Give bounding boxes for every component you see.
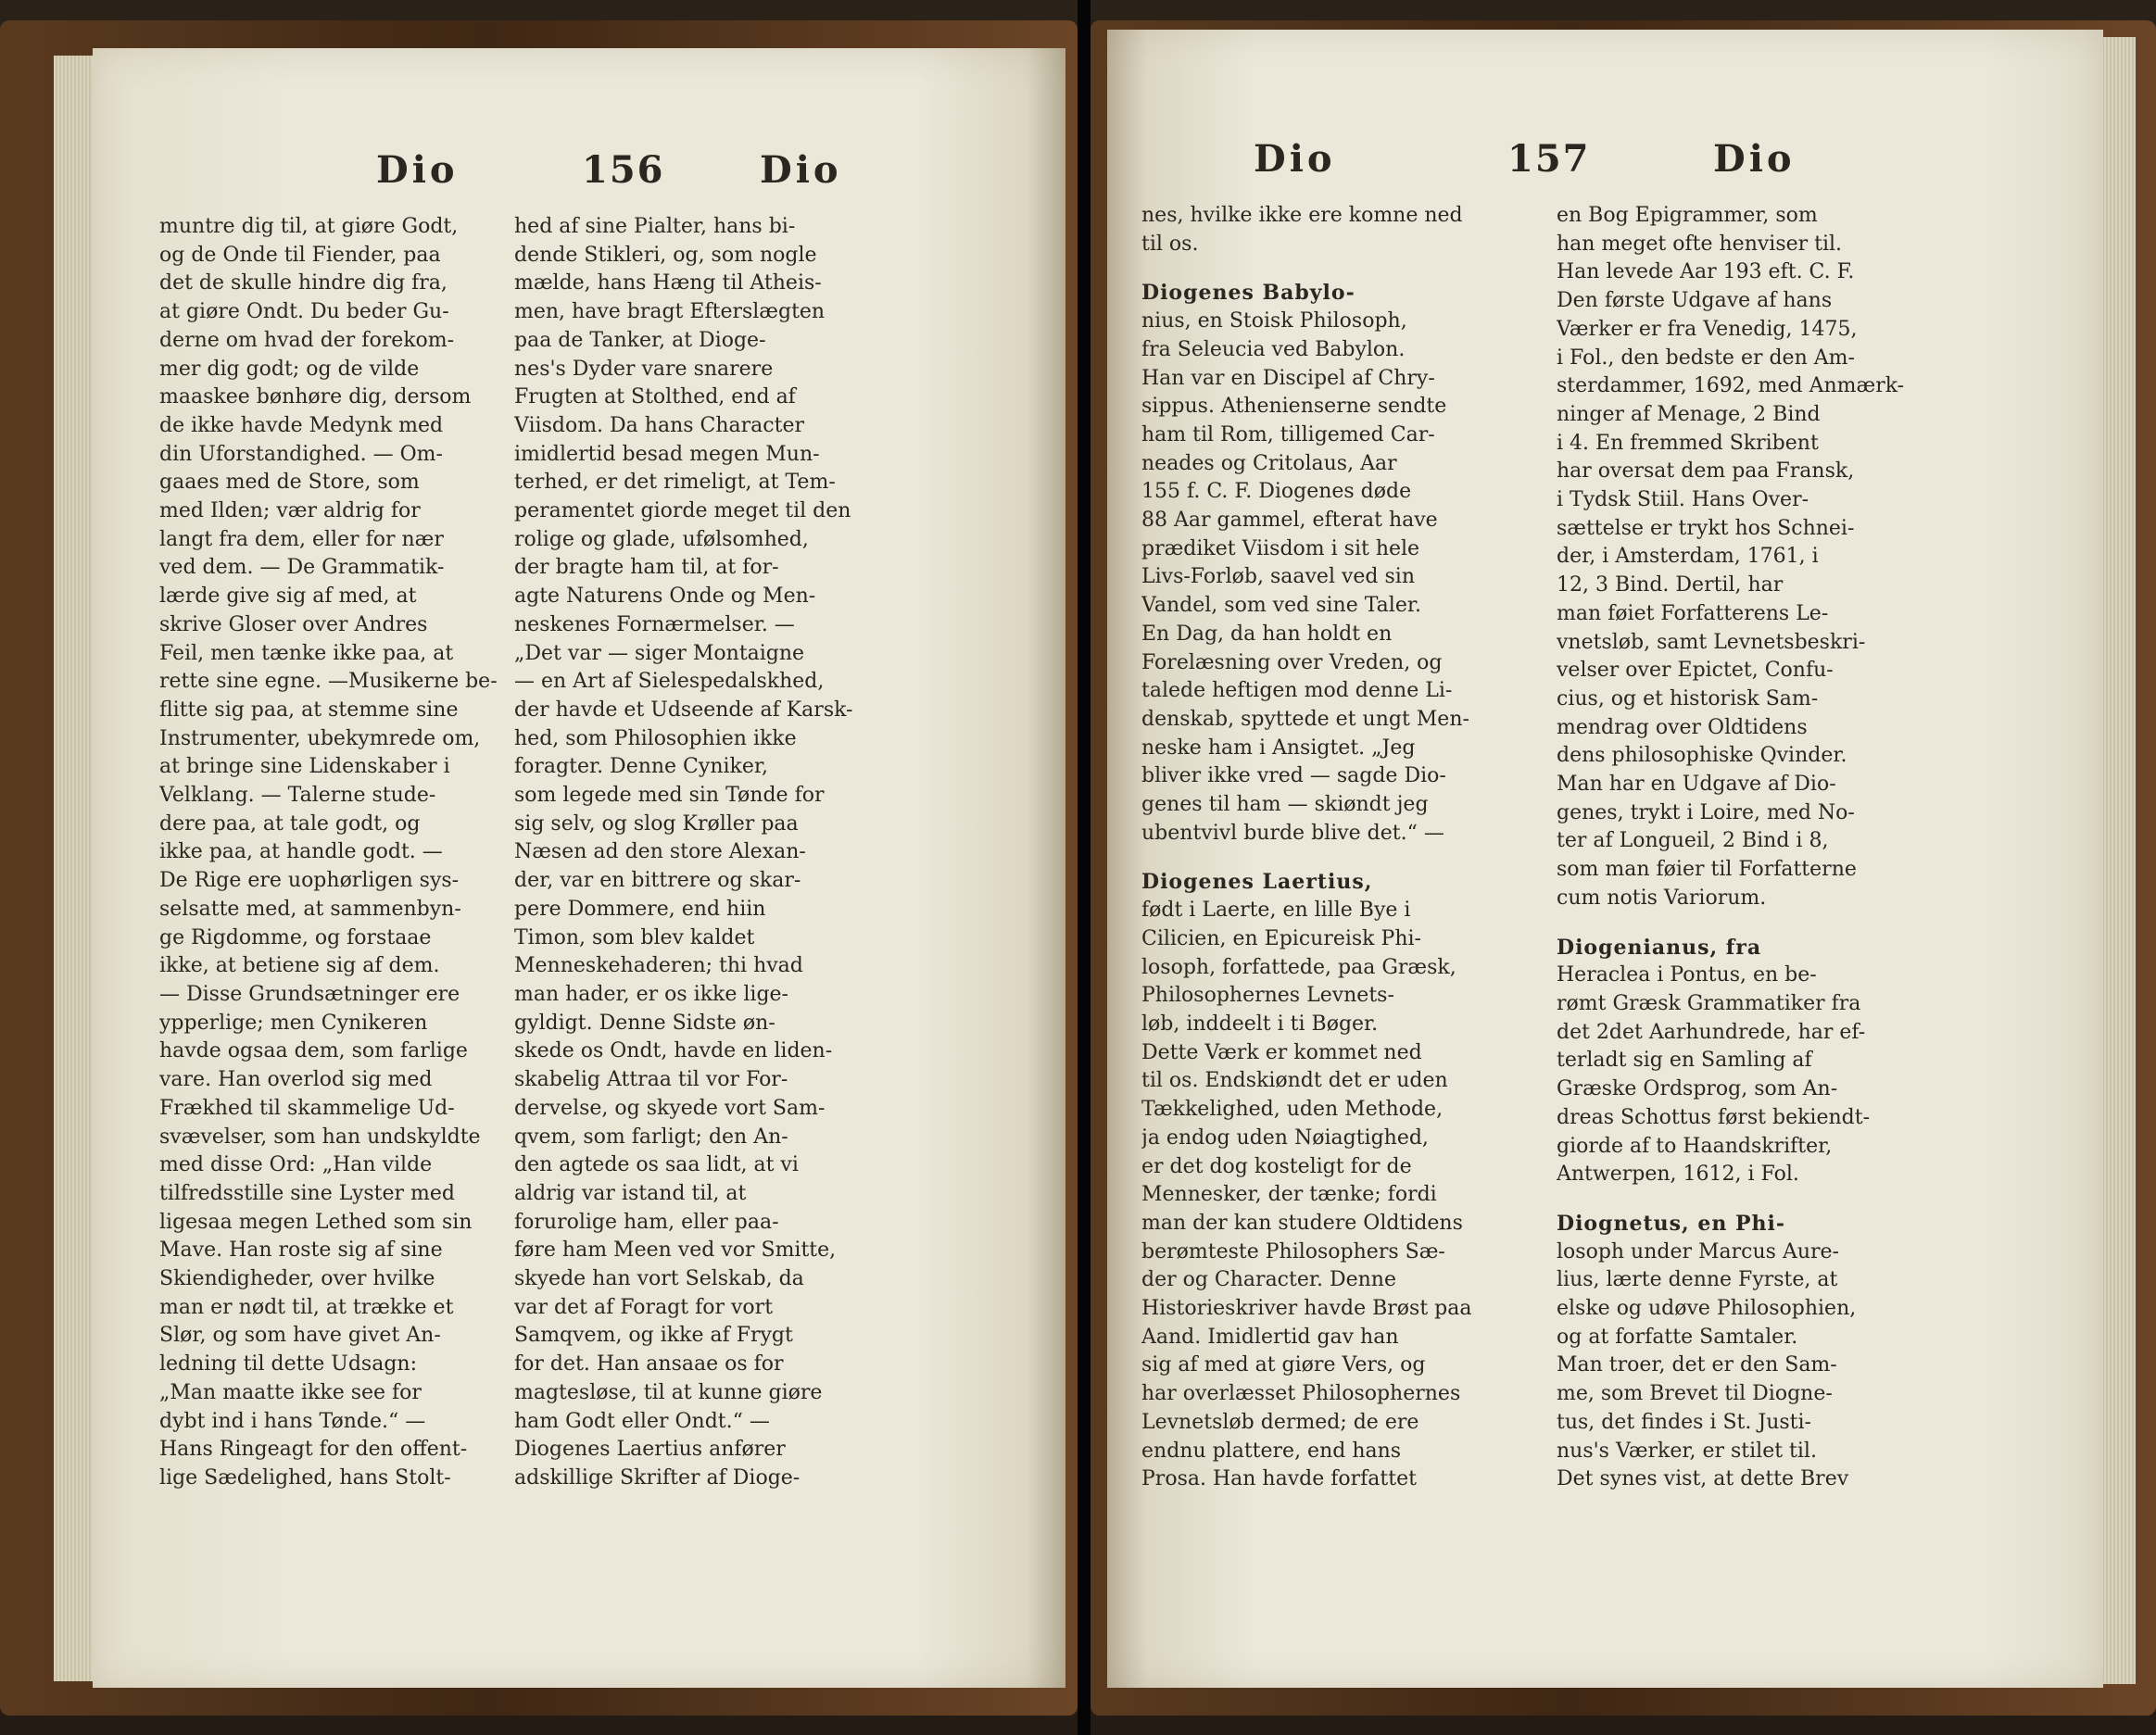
text-line: føre ham Meen ved vor Smitte, xyxy=(514,1238,837,1263)
text-line: 12, 3 Bind. Dertil, har xyxy=(1557,573,1784,597)
text-line: Diogenes Babylo- xyxy=(1141,281,1355,306)
text-line: mendrag over Oldtidens xyxy=(1557,715,1808,739)
text-line: bliver ikke vred — sagde Dio- xyxy=(1141,764,1446,788)
text-line: Levnetsløb dermed; de ere xyxy=(1141,1410,1419,1434)
text-line: talede heftigen mod denne Li- xyxy=(1141,679,1453,703)
text-line: Værker er fra Venedig, 1475, xyxy=(1557,317,1858,341)
right-scan xyxy=(1091,0,2156,1735)
page-157 xyxy=(1107,30,2103,1688)
text-line: Græske Ordsprog, som An- xyxy=(1557,1077,1838,1101)
text-line: neades og Critolaus, Aar xyxy=(1141,451,1397,475)
text-line: nes's Dyder vare snarere xyxy=(514,357,774,381)
text-line: muntre dig til, at giøre Godt, xyxy=(159,215,459,238)
text-line: tilfredsstille sine Lyster med xyxy=(159,1181,455,1205)
text-line: genes til ham — skiøndt jeg xyxy=(1141,793,1429,817)
text-line: — en Art af Sielespedalskhed, xyxy=(514,670,825,694)
text-line: cius, og et historisk Sam- xyxy=(1557,686,1819,710)
text-line: dende Stikleri, og, som nogle xyxy=(514,243,817,267)
text-line: Instrumenter, ubekymrede om, xyxy=(159,726,481,750)
text-line: En Dag, da han holdt en xyxy=(1141,622,1393,646)
text-line: ved dem. — De Grammatik- xyxy=(159,556,445,580)
text-line: mælde, hans Hæng til Atheis- xyxy=(514,271,822,295)
text-line: fra Seleucia ved Babylon. xyxy=(1141,337,1406,361)
text-line: dere paa, at tale godt, og xyxy=(159,811,421,836)
text-line: Han var en Discipel af Chry- xyxy=(1141,366,1435,390)
text-line: rette sine egne. —Musikerne be- xyxy=(159,670,498,694)
text-line: han meget ofte henviser til. xyxy=(1557,232,1843,256)
text-line: Livs-Forløb, saavel ved sin xyxy=(1141,565,1415,589)
text-line: var det af Foragt for vort xyxy=(514,1295,774,1319)
text-line: men, have bragt Efterslægten xyxy=(514,300,826,324)
text-line: prædiket Viisdom i sit hele xyxy=(1141,536,1420,560)
text-line: født i Laerte, en lille Bye i xyxy=(1141,899,1411,923)
text-line: sterdammer, 1692, med Anmærk- xyxy=(1557,374,1905,398)
page-number-left: 156 xyxy=(582,148,665,192)
text-line: gyldigt. Denne Sidste øn- xyxy=(514,1011,775,1035)
text-line: — Disse Grundsætninger ere xyxy=(159,982,460,1006)
text-line: at bringe sine Lidenskaber i xyxy=(159,755,450,779)
text-line: Frækhed til skammelige Ud- xyxy=(159,1096,455,1120)
text-line: ypperlige; men Cynikeren xyxy=(159,1011,428,1035)
text-line: Det synes vist, at dette Brev xyxy=(1557,1467,1849,1491)
text-line: har overlæsset Philosophernes xyxy=(1141,1382,1461,1406)
text-line: ikke paa, at handle godt. — xyxy=(159,840,443,864)
text-line: Næsen ad den store Alexan- xyxy=(514,840,806,864)
page-number-right: 157 xyxy=(1507,137,1591,181)
text-line: Skiendigheder, over hvilke xyxy=(159,1267,435,1291)
text-line: skyede han vort Selskab, da xyxy=(514,1267,804,1291)
text-line: flitte sig paa, at stemme sine xyxy=(159,698,459,722)
text-line: dervelse, og skyede vort Sam- xyxy=(514,1096,826,1120)
text-line: og de Onde til Fiender, paa xyxy=(159,243,441,267)
text-line: dreas Schottus først bekiendt- xyxy=(1557,1105,1871,1129)
text-line: der, i Amsterdam, 1761, i xyxy=(1557,545,1819,569)
text-line: havde ogsaa dem, som farlige xyxy=(159,1039,468,1063)
text-line: som man føier til Forfatterne xyxy=(1557,858,1857,882)
text-line: Den første Udgave af hans xyxy=(1557,289,1833,313)
text-line: svævelser, som han undskyldte xyxy=(159,1125,481,1149)
text-line: rømt Græsk Grammatiker fra xyxy=(1557,991,1861,1015)
text-line: i Tydsk Stiil. Hans Over- xyxy=(1557,488,1809,512)
text-line: gaaes med de Store, som xyxy=(159,471,420,495)
text-line: der, var en bittrere og skar- xyxy=(514,869,801,893)
page-edges-left xyxy=(54,56,95,1681)
text-line: Viisdom. Da hans Character xyxy=(514,413,804,437)
text-line: Heraclea i Pontus, en be- xyxy=(1557,963,1817,987)
text-line: Mave. Han roste sig af sine xyxy=(159,1238,443,1263)
text-line: hed af sine Pialter, hans bi- xyxy=(514,215,796,238)
text-line: ge Rigdomme, og forstaae xyxy=(159,925,432,949)
text-line: langt fra dem, eller for nær xyxy=(159,527,444,551)
text-line: pere Dommere, end hiin xyxy=(514,897,766,921)
text-line: for det. Han ansaae os for xyxy=(514,1352,784,1377)
text-line: Mennesker, der tænke; fordi xyxy=(1141,1183,1437,1207)
text-line: De Rige ere uophørligen sys- xyxy=(159,869,460,893)
text-line: elske og udøve Philosophien, xyxy=(1557,1297,1857,1321)
text-column-2 xyxy=(514,213,857,1493)
text-line: Cilicien, en Epicureisk Phi- xyxy=(1141,926,1421,950)
text-line: nes, hvilke ikke ere komne ned xyxy=(1141,204,1463,227)
text-line: ter af Longueil, 2 Bind i 8, xyxy=(1557,829,1829,853)
text-line: giorde af to Haandskrifter, xyxy=(1557,1134,1833,1158)
text-line: som legede med sin Tønde for xyxy=(514,784,825,808)
text-line: ja endog uden Nøiagtighed, xyxy=(1141,1125,1429,1150)
text-line: mer dig godt; og de vilde xyxy=(159,357,420,381)
text-line: Man troer, det er den Sam- xyxy=(1557,1353,1837,1377)
text-line: din Uforstandighed. — Om- xyxy=(159,442,443,466)
text-line: endnu plattere, end hans xyxy=(1141,1439,1402,1463)
text-line: har oversat dem paa Fransk, xyxy=(1557,459,1855,484)
text-line: Aand. Imidlertid gav han xyxy=(1141,1325,1399,1349)
text-line: der og Character. Denne xyxy=(1141,1268,1396,1292)
text-line: peramentet giorde meget til den xyxy=(514,499,851,523)
text-line: sig af med at giøre Vers, og xyxy=(1141,1353,1426,1377)
text-line: vare. Han overlod sig med xyxy=(159,1068,433,1092)
text-line: man er nødt til, at trække et xyxy=(159,1295,454,1319)
text-line: lærde give sig af med, at xyxy=(159,585,417,609)
text-line: Diogenes Laertius, xyxy=(1141,870,1373,895)
text-line: dybt ind i hans Tønde.“ — xyxy=(159,1409,426,1433)
text-line: skede os Ondt, havde en liden- xyxy=(514,1039,833,1063)
page-156 xyxy=(93,48,1065,1688)
text-line: Forelæsning over Vreden, og xyxy=(1141,650,1443,674)
text-line: Man har en Udgave af Dio- xyxy=(1557,773,1836,797)
text-line: selsatte med, at sammenbyn- xyxy=(159,897,461,921)
text-line: sippus. Athenienserne sendte xyxy=(1141,395,1447,419)
text-line: der bragte ham til, at for- xyxy=(514,556,779,580)
text-line: 155 f. C. F. Diogenes døde xyxy=(1141,480,1412,504)
text-line: velser over Epictet, Confu- xyxy=(1557,659,1834,683)
text-line: ledning til dette Udsagn: xyxy=(159,1352,417,1377)
text-line: terhed, er det rimeligt, at Tem- xyxy=(514,471,836,495)
text-line: foragter. Denne Cyniker, xyxy=(514,755,768,779)
scan-divider xyxy=(1078,0,1091,1735)
text-line: dens philosophiske Qvinder. xyxy=(1557,744,1847,768)
text-line: ubentvivl burde blive det.“ — xyxy=(1141,821,1444,845)
text-line: „Man maatte ikke see for xyxy=(159,1380,422,1404)
text-line: sættelse er trykt hos Schnei- xyxy=(1557,516,1855,540)
text-line: derne om hvad der forekom- xyxy=(159,328,455,352)
text-line: vnetsløb, samt Levnetsbeskri- xyxy=(1557,630,1866,654)
text-line: Timon, som blev kaldet xyxy=(514,925,755,949)
page-edges-right xyxy=(2100,37,2136,1684)
text-line: nus's Værker, er stilet til. xyxy=(1557,1439,1817,1463)
text-line: at giøre Ondt. Du beder Gu- xyxy=(159,300,449,324)
text-line: Han levede Aar 193 eft. C. F. xyxy=(1557,260,1855,284)
running-head-right: Dio xyxy=(760,148,842,192)
text-line: Hans Ringeagt for den offent- xyxy=(159,1438,468,1462)
text-line: ligesaa megen Lethed som sin xyxy=(159,1210,473,1234)
text-column-1 xyxy=(159,213,500,1493)
text-line: denskab, spyttede et ungt Men- xyxy=(1141,707,1469,731)
text-line: man føiet Forfatterens Le- xyxy=(1557,601,1829,625)
text-column-1 xyxy=(1141,202,1505,1494)
text-line: ham Godt eller Ondt.“ — xyxy=(514,1409,770,1433)
text-line: rolige og glade, ufølsomhed, xyxy=(514,527,809,551)
text-line: løb, inddeelt i ti Bøger. xyxy=(1141,1012,1379,1036)
text-line: der havde et Udseende af Karsk- xyxy=(514,698,853,722)
text-line: nius, en Stoisk Philosoph, xyxy=(1141,309,1407,333)
text-line: neskenes Fornærmelser. — xyxy=(514,612,795,636)
text-column-2 xyxy=(1557,202,1918,1494)
text-line: hed, som Philosophien ikke xyxy=(514,726,797,750)
text-line: berømteste Philosophers Sæ- xyxy=(1141,1239,1445,1264)
text-line: man der kan studere Oldtidens xyxy=(1141,1211,1463,1235)
text-line: agte Naturens Onde og Men- xyxy=(514,585,816,609)
text-line: adskillige Skrifter af Dioge- xyxy=(514,1465,801,1490)
text-line: imidlertid besad megen Mun- xyxy=(514,442,820,466)
text-line: skrive Gloser over Andres xyxy=(159,612,428,636)
text-line: losoph, forfattede, paa Græsk, xyxy=(1141,955,1456,979)
text-line: til os. xyxy=(1141,232,1199,256)
text-line: Diogenianus, fra xyxy=(1557,935,1762,960)
text-line: i Fol., den bedste er den Am- xyxy=(1557,346,1855,370)
text-line: sig selv, og slog Krøller paa xyxy=(514,811,799,836)
text-line: me, som Brevet til Diogne- xyxy=(1557,1382,1833,1406)
text-line: Prosa. Han havde forfattet xyxy=(1141,1467,1417,1491)
text-line: det de skulle hindre dig fra, xyxy=(159,271,448,295)
text-line: lige Sædelighed, hans Stolt- xyxy=(159,1465,451,1490)
text-line: skabelig Attraa til vor For- xyxy=(514,1068,788,1092)
text-line: Feil, men tænke ikke paa, at xyxy=(159,641,454,665)
text-line: med disse Ord: „Han vilde xyxy=(159,1153,433,1177)
text-line: 88 Aar gammel, efterat have xyxy=(1141,509,1438,533)
text-line: tus, det findes i St. Justi- xyxy=(1557,1410,1811,1434)
text-line: ninger af Menage, 2 Bind xyxy=(1557,402,1821,426)
text-line: Dette Værk er kommet ned xyxy=(1141,1040,1422,1064)
text-line: neske ham i Ansigtet. „Jeg xyxy=(1141,735,1416,760)
text-line: aldrig var istand til, at xyxy=(514,1181,747,1205)
running-head-left: Dio xyxy=(1254,137,1336,181)
text-line: terladt sig en Samling af xyxy=(1557,1049,1812,1073)
text-line: Menneskehaderen; thi hvad xyxy=(514,954,803,978)
text-line: „Det var — siger Montaigne xyxy=(514,641,805,665)
text-line: er det dog kosteligt for de xyxy=(1141,1154,1412,1178)
text-line: paa de Tanker, at Dioge- xyxy=(514,328,766,352)
text-line: ham til Rom, tilligemed Car- xyxy=(1141,422,1435,446)
text-line: forurolige ham, eller paa- xyxy=(514,1210,779,1234)
text-line: Tækkelighed, uden Methode, xyxy=(1141,1098,1444,1122)
text-line: i 4. En fremmed Skribent xyxy=(1557,431,1819,455)
text-line: Velklang. — Talerne stude- xyxy=(159,784,436,808)
text-line: genes, trykt i Loire, med No- xyxy=(1557,800,1855,824)
text-line: ikke, at betiene sig af dem. xyxy=(159,954,440,978)
text-line: losoph under Marcus Aure- xyxy=(1557,1239,1839,1264)
text-line: og at forfatte Samtaler. xyxy=(1557,1325,1798,1349)
text-line: Diogenes Laertius anfører xyxy=(514,1438,786,1462)
text-line: cum notis Variorum. xyxy=(1557,886,1767,910)
text-line: Vandel, som ved sine Taler. xyxy=(1141,594,1421,618)
text-line: qvem, som farligt; den An- xyxy=(514,1125,788,1149)
text-line: den agtede os saa lidt, at vi xyxy=(514,1153,799,1177)
text-line: Frugten at Stolthed, end af xyxy=(514,385,796,409)
text-line: Historieskriver havde Brøst paa xyxy=(1141,1297,1472,1321)
text-line: Philosophernes Levnets- xyxy=(1141,984,1394,1008)
text-line: Samqvem, og ikke af Frygt xyxy=(514,1324,793,1348)
running-head-left: Dio xyxy=(376,148,459,192)
text-line: det 2det Aarhundrede, har ef- xyxy=(1557,1020,1866,1044)
text-line: Diognetus, en Phi- xyxy=(1557,1211,1786,1236)
text-line: lius, lærte denne Fyrste, at xyxy=(1557,1268,1838,1292)
text-line: man hader, er os ikke lige- xyxy=(514,982,788,1006)
text-line: med Ilden; vær aldrig for xyxy=(159,499,421,523)
text-line: magtesløse, til at kunne giøre xyxy=(514,1380,823,1404)
running-head-right: Dio xyxy=(1713,137,1796,181)
text-line: Antwerpen, 1612, i Fol. xyxy=(1557,1163,1799,1187)
text-line: en Bog Epigrammer, som xyxy=(1557,204,1818,227)
text-line: Slør, og som have givet An- xyxy=(159,1324,441,1348)
text-line: maaskee bønhøre dig, dersom xyxy=(159,385,472,409)
text-line: til os. Endskiøndt det er uden xyxy=(1141,1069,1448,1093)
text-line: de ikke havde Medynk med xyxy=(159,413,444,437)
